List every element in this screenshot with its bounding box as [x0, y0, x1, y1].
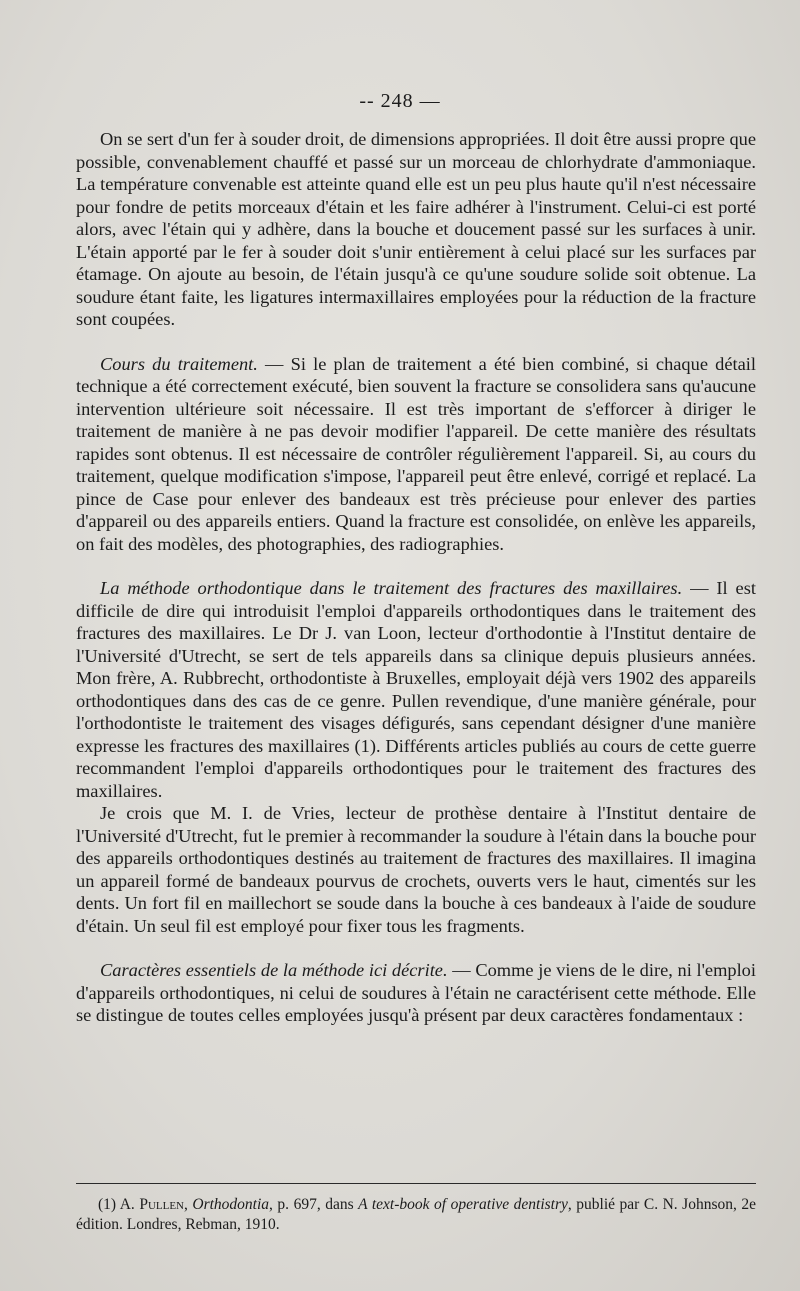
paragraph-cours-du-traitement: [76, 353, 756, 556]
paragraph-methode-orthodontique: [76, 577, 756, 802]
section-heading-methode-orthodontique: La méthode orthodontique dans le traitement des fractures des maxillaires.: [100, 578, 683, 598]
footnote-marker: (1) A.: [98, 1196, 140, 1213]
footnote-divider: [76, 1183, 756, 1184]
page-number: -- 248 —: [359, 90, 441, 112]
body-text: [76, 128, 756, 1027]
paragraph-caracteres-essentiels: [76, 959, 756, 1027]
footnote: (1) A. Pullen, Orthodontia, p. 697, dans A text-book of operative dentistry, publié par C. N. Johnson, 2e édition. Londres, Rebman, 1910.: [76, 1196, 757, 1233]
footnote-title: Orthodontia: [192, 1196, 270, 1213]
paragraph-text: — Comme je viens de le dire, ni l'emploi d'appareils orthodontiques, ni celui de soudures à l'étain ne caractérisent cette méthode. Elle se distingue de toutes celles employées jusqu'à présent par deux caractères fondamentaux :: [76, 960, 756, 1025]
paragraph-text: — Si le plan de traitement a été bien combiné, si chaque détail technique a été correctement exécuté, bien souvent la fracture se consolidera sans qu'aucune intervention ultérieure soit nécessaire. Il est très important de s'efforcer à diriger le traitement de manière à ne pas devoir modifier l'appareil. De cette manière des résultats rapides sont obtenus. Il est nécessaire de contrôler régulièrement l'appareil. Si, au cours du traitement, quelque modification s'impose, l'appareil peut être enlevé, corrigé et replacé. La pince de Case pour enlever des bandeaux est très précieuse pour enlever des parties d'appareil ou des appareils entiers. Quand la fracture est consolidée, on enlève les appareils, on fait des modèles, des photographies, des radiographies.: [76, 353, 756, 554]
footnote-book: A text-book of operative dentistry: [358, 1196, 568, 1213]
section-heading-cours-du-traitement: Cours du traitement.: [100, 353, 258, 374]
section-heading-caracteres-essentiels: Caractères essentiels de la méthode ici décrite.: [100, 960, 448, 980]
footnote-middle: , p. 697, dans: [269, 1196, 359, 1213]
footnote-end: , publié par C. N. Johnson, 2e édition. Londres, Rebman, 1910.: [76, 1196, 757, 1233]
paragraph-text: — Il est difficile de dire qui introduisit l'emploi d'appareils orthodontiques dans le traitement des fractures des maxillaires. Le Dr J. van Loon, lecteur d'orthodontie à l'Institut dentaire de l'Université d'Utrecht, se sert de tels appareils dans sa clinique depuis plusieurs années. Mon frère, A. Rubbrecht, orthodontiste à Bruxelles, employait déjà vers 1902 des appareils orthodontiques dans des cas de ce genre. Pullen revendique, d'une manière générale, pour l'orthodontiste le traitement des visages défigurés, sans cependant désigner d'une manière expresse les fractures des maxillaires (1). Différents articles publiés au cours de cette guerre recommandent l'emploi d'appareils orthodontiques pour le traitement des fractures des maxillaires.: [76, 578, 756, 801]
paragraph-soldering-iron: On se sert d'un fer à souder droit, de dimensions appropriées. Il doit être aussi propre que possible, convenablement chauffé et passé sur un morceau de chlorhydrate d'ammoniaque. La température convenable est atteinte quand elle est un peu plus haute qu'il n'est nécessaire pour fondre de petits morceaux d'étain et les faire adhérer à l'instrument. Celui-ci est porté alors, avec l'étain qui y adhère, dans la bouche et doucement passé sur les surfaces à unir. L'étain apporté par le fer à souder doit s'unir entièrement à celui placé sur les surfaces par étamage. On ajoute au besoin, de l'étain jusqu'à ce qu'une soudure solide soit obtenue. La soudure étant faite, les ligatures intermaxillaires employées pour la réduction de la fracture sont coupées.: [76, 129, 757, 329]
paragraph-de-vries: Je crois que M. I. de Vries, lecteur de prothèse dentaire à l'Institut dentaire de l'Université d'Utrecht, fut le premier à recommander la soudure à l'étain dans la bouche pour des appareils orthodontiques destinés au traitement de fractures des maxillaires. Il imagina un appareil formé de bandeaux pourvus de crochets, ouverts vers le haut, cimentés sur les dents. Un fort fil en maillechort se soude dans la bouche à ces bandeaux à l'aide de soudure d'étain. Un seul fil est employé pour fixer tous les fragments.: [76, 803, 756, 936]
footnote-author: Pullen: [139, 1196, 184, 1213]
